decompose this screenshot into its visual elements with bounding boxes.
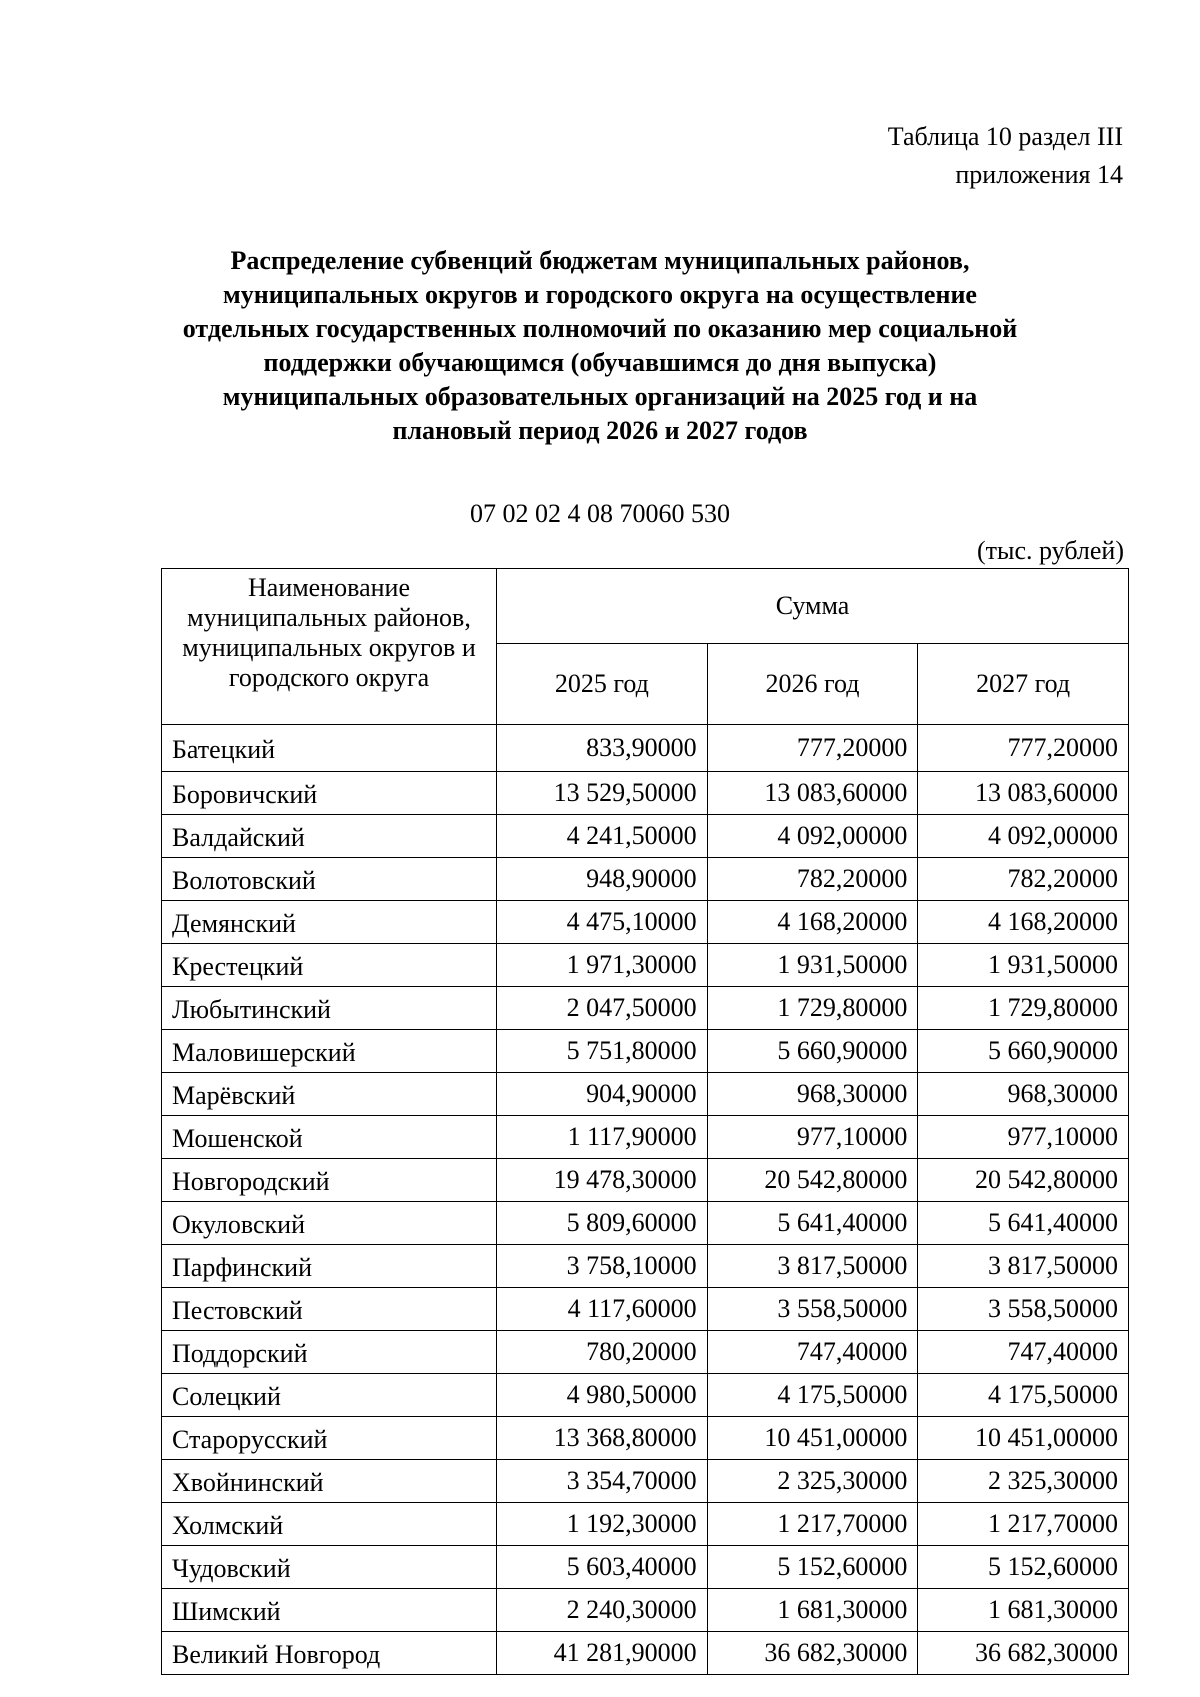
district-name: Волотовский [162, 858, 497, 901]
table-row [162, 1417, 1129, 1460]
title-line: муниципальных образовательных организаций на 2025 год и на [222, 382, 978, 411]
value-2026: 1 931,50000 [707, 944, 918, 987]
value-2026: 782,20000 [707, 858, 918, 901]
district-name: Маловишерский [162, 1030, 497, 1073]
value-2027: 36 682,30000 [918, 1632, 1129, 1675]
value-2027: 968,30000 [918, 1073, 1129, 1116]
value-2027: 4 092,00000 [918, 815, 1129, 858]
district-name: Шимский [162, 1589, 497, 1632]
table-row [162, 901, 1129, 944]
value-2027: 1 729,80000 [918, 987, 1129, 1030]
value-2026: 10 451,00000 [707, 1417, 918, 1460]
value-2025: 19 478,30000 [497, 1159, 708, 1202]
value-2026: 5 641,40000 [707, 1202, 918, 1245]
table-row [162, 1245, 1129, 1288]
table-row [162, 1546, 1129, 1589]
value-2025: 1 971,30000 [497, 944, 708, 987]
value-2027: 782,20000 [918, 858, 1129, 901]
table-row [162, 1331, 1129, 1374]
value-2027: 13 083,60000 [918, 772, 1129, 815]
value-2027: 1 217,70000 [918, 1503, 1129, 1546]
value-2027: 5 641,40000 [918, 1202, 1129, 1245]
units-label: (тыс. рублей) [976, 536, 1124, 565]
value-2027: 10 451,00000 [918, 1417, 1129, 1460]
district-name: Окуловский [162, 1202, 497, 1245]
value-2026: 4 175,50000 [707, 1374, 918, 1417]
district-name: Старорусский [162, 1417, 497, 1460]
value-2026: 5 660,90000 [707, 1030, 918, 1073]
name-column-header: Наименование муниципальных районов, муниципальных округов и городского округа [162, 569, 497, 725]
year-header-2025: 2025 год [497, 644, 708, 725]
value-2025: 2 047,50000 [497, 987, 708, 1030]
title-line: Распределение субвенций бюджетам муниципальных районов, [230, 246, 970, 275]
table-row [162, 725, 1129, 772]
district-name: Марёвский [162, 1073, 497, 1116]
value-2027: 3 558,50000 [918, 1288, 1129, 1331]
value-2025: 4 475,10000 [497, 901, 708, 944]
value-2026: 747,40000 [707, 1331, 918, 1374]
table-body [162, 725, 1129, 1675]
value-2026: 977,10000 [707, 1116, 918, 1159]
district-name: Любытинский [162, 987, 497, 1030]
district-name: Демянский [162, 901, 497, 944]
title-line: отдельных государственных полномочий по оказанию мер социальной [182, 314, 1018, 343]
value-2025: 13 529,50000 [497, 772, 708, 815]
value-2025: 3 758,10000 [497, 1245, 708, 1288]
value-2026: 968,30000 [707, 1073, 918, 1116]
sum-column-header: Сумма [497, 569, 1129, 644]
year-header-2026: 2026 год [707, 644, 918, 725]
district-name: Валдайский [162, 815, 497, 858]
table-row [162, 1632, 1129, 1675]
value-2026: 1 729,80000 [707, 987, 918, 1030]
value-2025: 1 117,90000 [497, 1116, 708, 1159]
district-name: Крестецкий [162, 944, 497, 987]
value-2025: 4 241,50000 [497, 815, 708, 858]
value-2027: 977,10000 [918, 1116, 1129, 1159]
value-2027: 4 175,50000 [918, 1374, 1129, 1417]
table-row [162, 1159, 1129, 1202]
value-2026: 2 325,30000 [707, 1460, 918, 1503]
value-2025: 1 192,30000 [497, 1503, 708, 1546]
reference-line-2: приложения 14 [955, 160, 1123, 189]
value-2027: 5 152,60000 [918, 1546, 1129, 1589]
value-2027: 5 660,90000 [918, 1030, 1129, 1073]
title-line: плановый период 2026 и 2027 годов [392, 416, 808, 445]
value-2027: 20 542,80000 [918, 1159, 1129, 1202]
document-title [140, 244, 1060, 448]
value-2026: 5 152,60000 [707, 1546, 918, 1589]
value-2025: 5 809,60000 [497, 1202, 708, 1245]
title-line: поддержки обучающимся (обучавшимся до дня выпуска) [263, 348, 937, 377]
table-row [162, 1503, 1129, 1546]
district-name: Парфинский [162, 1245, 497, 1288]
district-name: Чудовский [162, 1546, 497, 1589]
value-2026: 3 817,50000 [707, 1245, 918, 1288]
table-row [162, 1073, 1129, 1116]
title-line: муниципальных округов и городского округа на осуществление [223, 280, 977, 309]
district-name: Батецкий [162, 725, 497, 772]
table-row [162, 1374, 1129, 1417]
value-2026: 3 558,50000 [707, 1288, 918, 1331]
table-row [162, 1460, 1129, 1503]
table-row [162, 1030, 1129, 1073]
value-2025: 4 117,60000 [497, 1288, 708, 1331]
value-2025: 5 603,40000 [497, 1546, 708, 1589]
value-2025: 3 354,70000 [497, 1460, 708, 1503]
value-2025: 4 980,50000 [497, 1374, 708, 1417]
reference-line-1: Таблица 10 раздел III [887, 122, 1123, 151]
value-2027: 2 325,30000 [918, 1460, 1129, 1503]
district-name: Холмский [162, 1503, 497, 1546]
district-name: Великий Новгород [162, 1632, 497, 1675]
value-2026: 4 168,20000 [707, 901, 918, 944]
table-row [162, 987, 1129, 1030]
district-name: Пестовский [162, 1288, 497, 1331]
value-2025: 833,90000 [497, 725, 708, 772]
value-2025: 780,20000 [497, 1331, 708, 1374]
table-row [162, 1202, 1129, 1245]
table-row [162, 1116, 1129, 1159]
table-row [162, 815, 1129, 858]
value-2026: 1 681,30000 [707, 1589, 918, 1632]
value-2026: 1 217,70000 [707, 1503, 918, 1546]
district-name: Хвойнинский [162, 1460, 497, 1503]
year-header-2027: 2027 год [918, 644, 1129, 725]
district-name: Солецкий [162, 1374, 497, 1417]
value-2025: 41 281,90000 [497, 1632, 708, 1675]
table-row [162, 858, 1129, 901]
value-2025: 13 368,80000 [497, 1417, 708, 1460]
value-2027: 1 931,50000 [918, 944, 1129, 987]
value-2025: 904,90000 [497, 1073, 708, 1116]
subvention-table [161, 568, 1129, 1675]
value-2027: 3 817,50000 [918, 1245, 1129, 1288]
value-2027: 777,20000 [918, 725, 1129, 772]
value-2027: 4 168,20000 [918, 901, 1129, 944]
district-name: Новгородский [162, 1159, 497, 1202]
district-name: Боровичский [162, 772, 497, 815]
value-2027: 747,40000 [918, 1331, 1129, 1374]
table-row [162, 944, 1129, 987]
table-row [162, 772, 1129, 815]
value-2026: 36 682,30000 [707, 1632, 918, 1675]
table-row [162, 1589, 1129, 1632]
table-reference [888, 118, 1123, 194]
value-2026: 13 083,60000 [707, 772, 918, 815]
value-2026: 4 092,00000 [707, 815, 918, 858]
value-2025: 2 240,30000 [497, 1589, 708, 1632]
budget-code: 07 02 02 4 08 70060 530 [470, 499, 730, 528]
value-2026: 777,20000 [707, 725, 918, 772]
district-name: Мошенской [162, 1116, 497, 1159]
value-2025: 948,90000 [497, 858, 708, 901]
value-2027: 1 681,30000 [918, 1589, 1129, 1632]
table-row [162, 1288, 1129, 1331]
district-name: Поддорский [162, 1331, 497, 1374]
value-2025: 5 751,80000 [497, 1030, 708, 1073]
value-2026: 20 542,80000 [707, 1159, 918, 1202]
